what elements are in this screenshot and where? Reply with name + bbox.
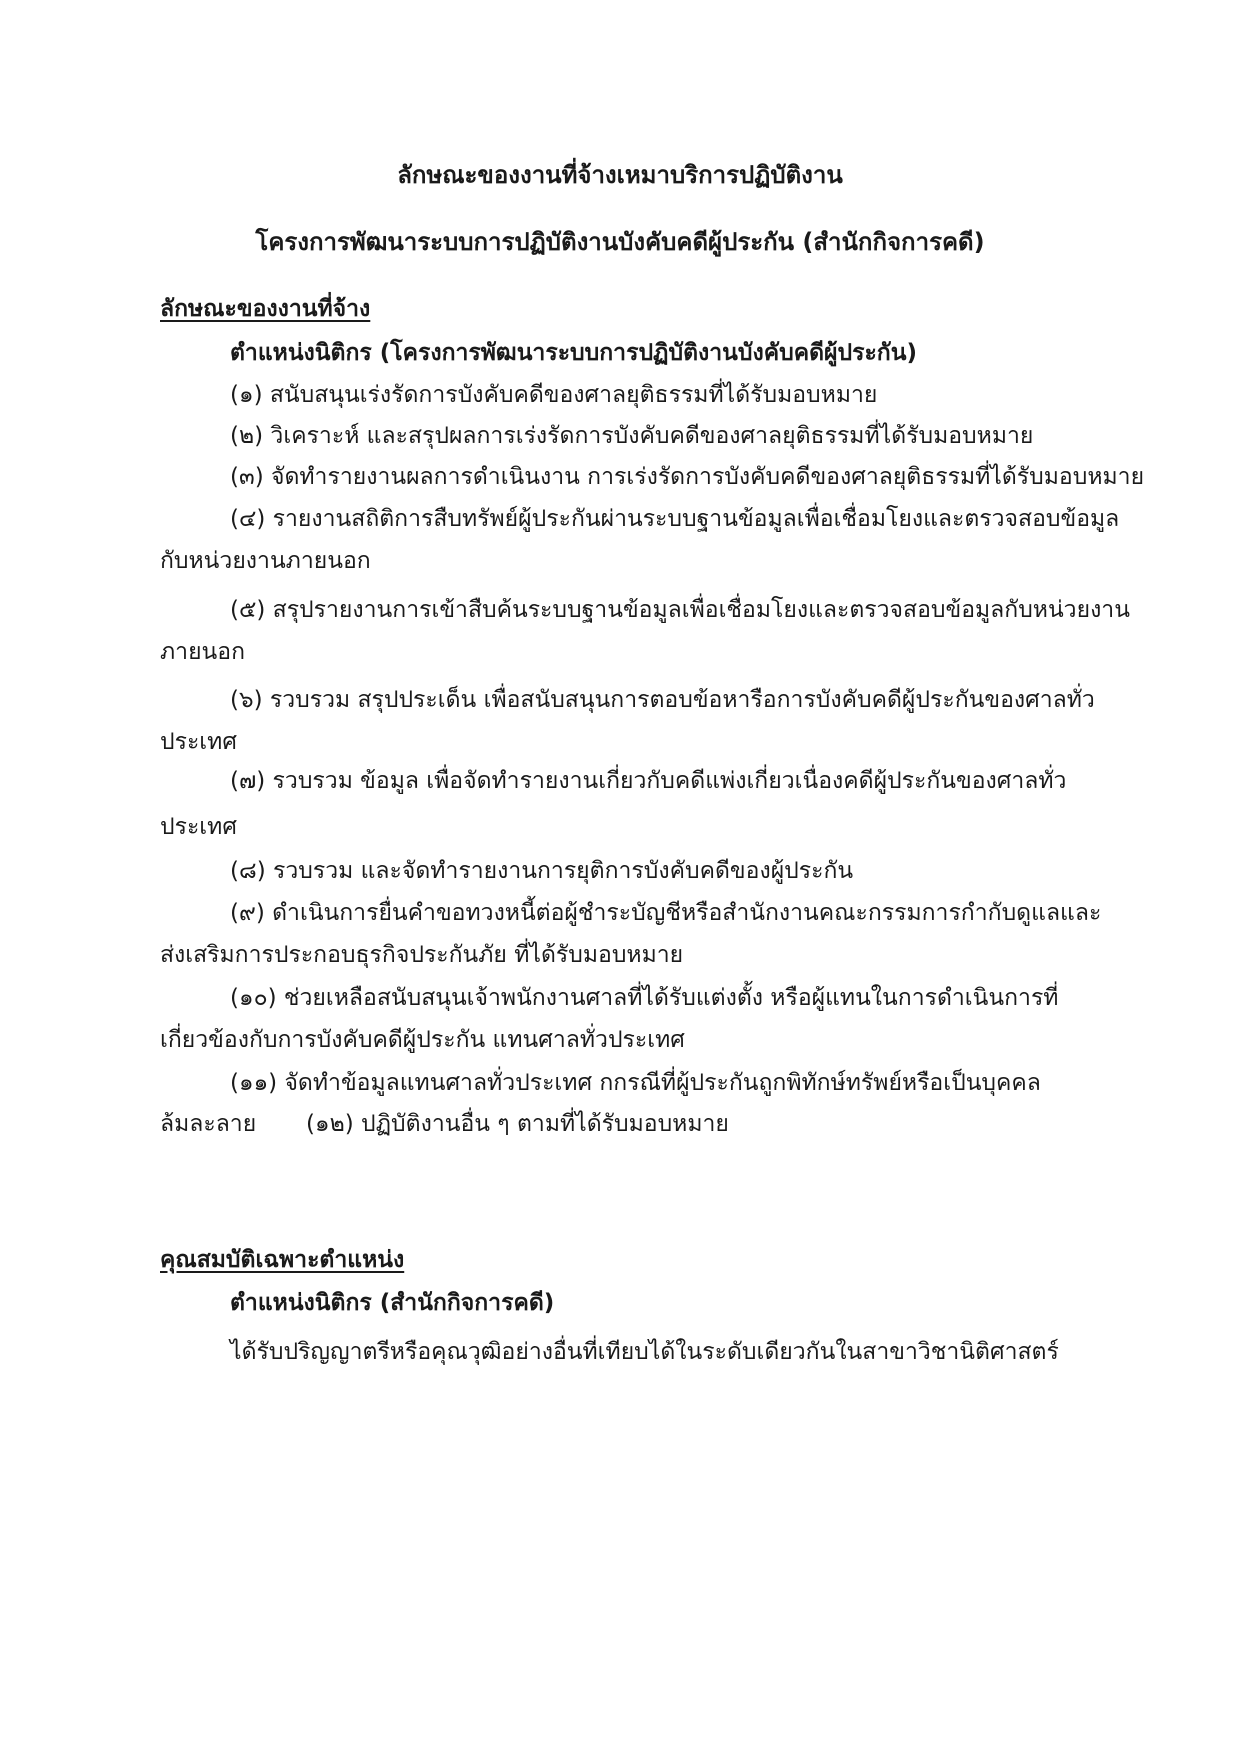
qualification-text: ได้รับปริญญาตรีหรือคุณวุฒิอย่างอื่นที่เทียบได้ในระดับเดียวกันในสาขาวิชานิติศาสตร์ xyxy=(230,1339,1059,1365)
duty-item-2: (๒) วิเคราะห์ และสรุปผลการเร่งรัดการบังคับคดีของศาลยุติธรรมที่ได้รับมอบหมาย xyxy=(230,423,1034,449)
duty-item-8: (๘) รวบรวม และจัดทำรายงานการยุติการบังคับคดีของผู้ประกัน xyxy=(230,858,854,884)
duty-item-11: (๑๑) จัดทำข้อมูลแทนศาลทั่วประเทศ กกรณีที่ผู้ประกันถูกพิทักษ์ทรัพย์หรือเป็นบุคคล xyxy=(230,1070,1041,1096)
duty-item-9-cont: ส่งเสริมการประกอบธุรกิจประกันภัย ที่ได้รับมอบหมาย xyxy=(160,942,684,968)
duty-item-6-cont: ประเทศ xyxy=(160,729,237,755)
duty-item-3: (๓) จัดทำรายงานผลการดำเนินงาน การเร่งรัดการบังคับคดีของศาลยุติธรรมที่ได้รับมอบหมาย xyxy=(230,464,1145,490)
duty-item-4-cont: กับหน่วยงานภายนอก xyxy=(160,548,371,574)
duty-item-6: (๖) รวบรวม สรุปประเด็น เพื่อสนับสนุนการตอบข้อหารือการบังคับคดีผู้ประกันของศาลทั่ว xyxy=(230,687,1095,713)
duty-item-5-cont: ภายนอก xyxy=(160,639,246,665)
duty-item-4: (๔) รายงานสถิติการสืบทรัพย์ผู้ประกันผ่านระบบฐานข้อมูลเพื่อเชื่อมโยงและตรวจสอบข้อมูล xyxy=(230,506,1120,532)
section-heading-job-description: ลักษณะของงานที่จ้าง xyxy=(160,296,371,322)
duty-item-7: (๗) รวบรวม ข้อมูล เพื่อจัดทำรายงานเกี่ยวกับคดีแพ่งเกี่ยวเนื่องคดีผู้ประกันของศาลทั่ว xyxy=(230,768,1067,794)
document-title-line1: ลักษณะของงานที่จ้างเหมาบริการปฏิบัติงาน xyxy=(397,161,843,189)
duty-item-9: (๙) ดำเนินการยื่นคำขอทวงหนี้ต่อผู้ชำระบัญชีหรือสำนักงานคณะกรรมการกำกับดูแลและ xyxy=(230,900,1102,926)
position-title-legal-officer: ตำแหน่งนิติกร (สำนักกิจการคดี) xyxy=(230,1290,555,1316)
duty-item-10: (๑๐) ช่วยเหลือสนับสนุนเจ้าพนักงานศาลที่ได้รับแต่งตั้ง หรือผู้แทนในการดำเนินการที่ xyxy=(230,985,1059,1011)
duty-item-1: (๑) สนับสนุนเร่งรัดการบังคับคดีของศาลยุติธรรมที่ได้รับมอบหมาย xyxy=(230,382,878,408)
duty-item-12: (๑๒) ปฏิบัติงานอื่น ๆ ตามที่ได้รับมอบหมาย xyxy=(306,1111,729,1137)
duty-item-7-cont: ประเทศ xyxy=(160,814,237,840)
document-title-line2: โครงการพัฒนาระบบการปฏิบัติงานบังคับคดีผู้ประกัน (สำนักกิจการคดี) xyxy=(255,228,985,256)
duty-item-10-cont: เกี่ยวข้องกับการบังคับคดีผู้ประกัน แทนศาลทั่วประเทศ xyxy=(160,1027,685,1053)
duty-item-5: (๕) สรุปรายงานการเข้าสืบค้นระบบฐานข้อมูลเพื่อเชื่อมโยงและตรวจสอบข้อมูลกับหน่วยงาน xyxy=(230,597,1130,623)
position-title-legal-officer-project: ตำแหน่งนิติกร (โครงการพัฒนาระบบการปฏิบัติงานบังคับคดีผู้ประกัน) xyxy=(230,340,917,366)
section-heading-qualifications: คุณสมบัติเฉพาะตำแหน่ง xyxy=(160,1247,405,1273)
duty-item-11-cont: ล้มละลาย xyxy=(160,1111,257,1137)
